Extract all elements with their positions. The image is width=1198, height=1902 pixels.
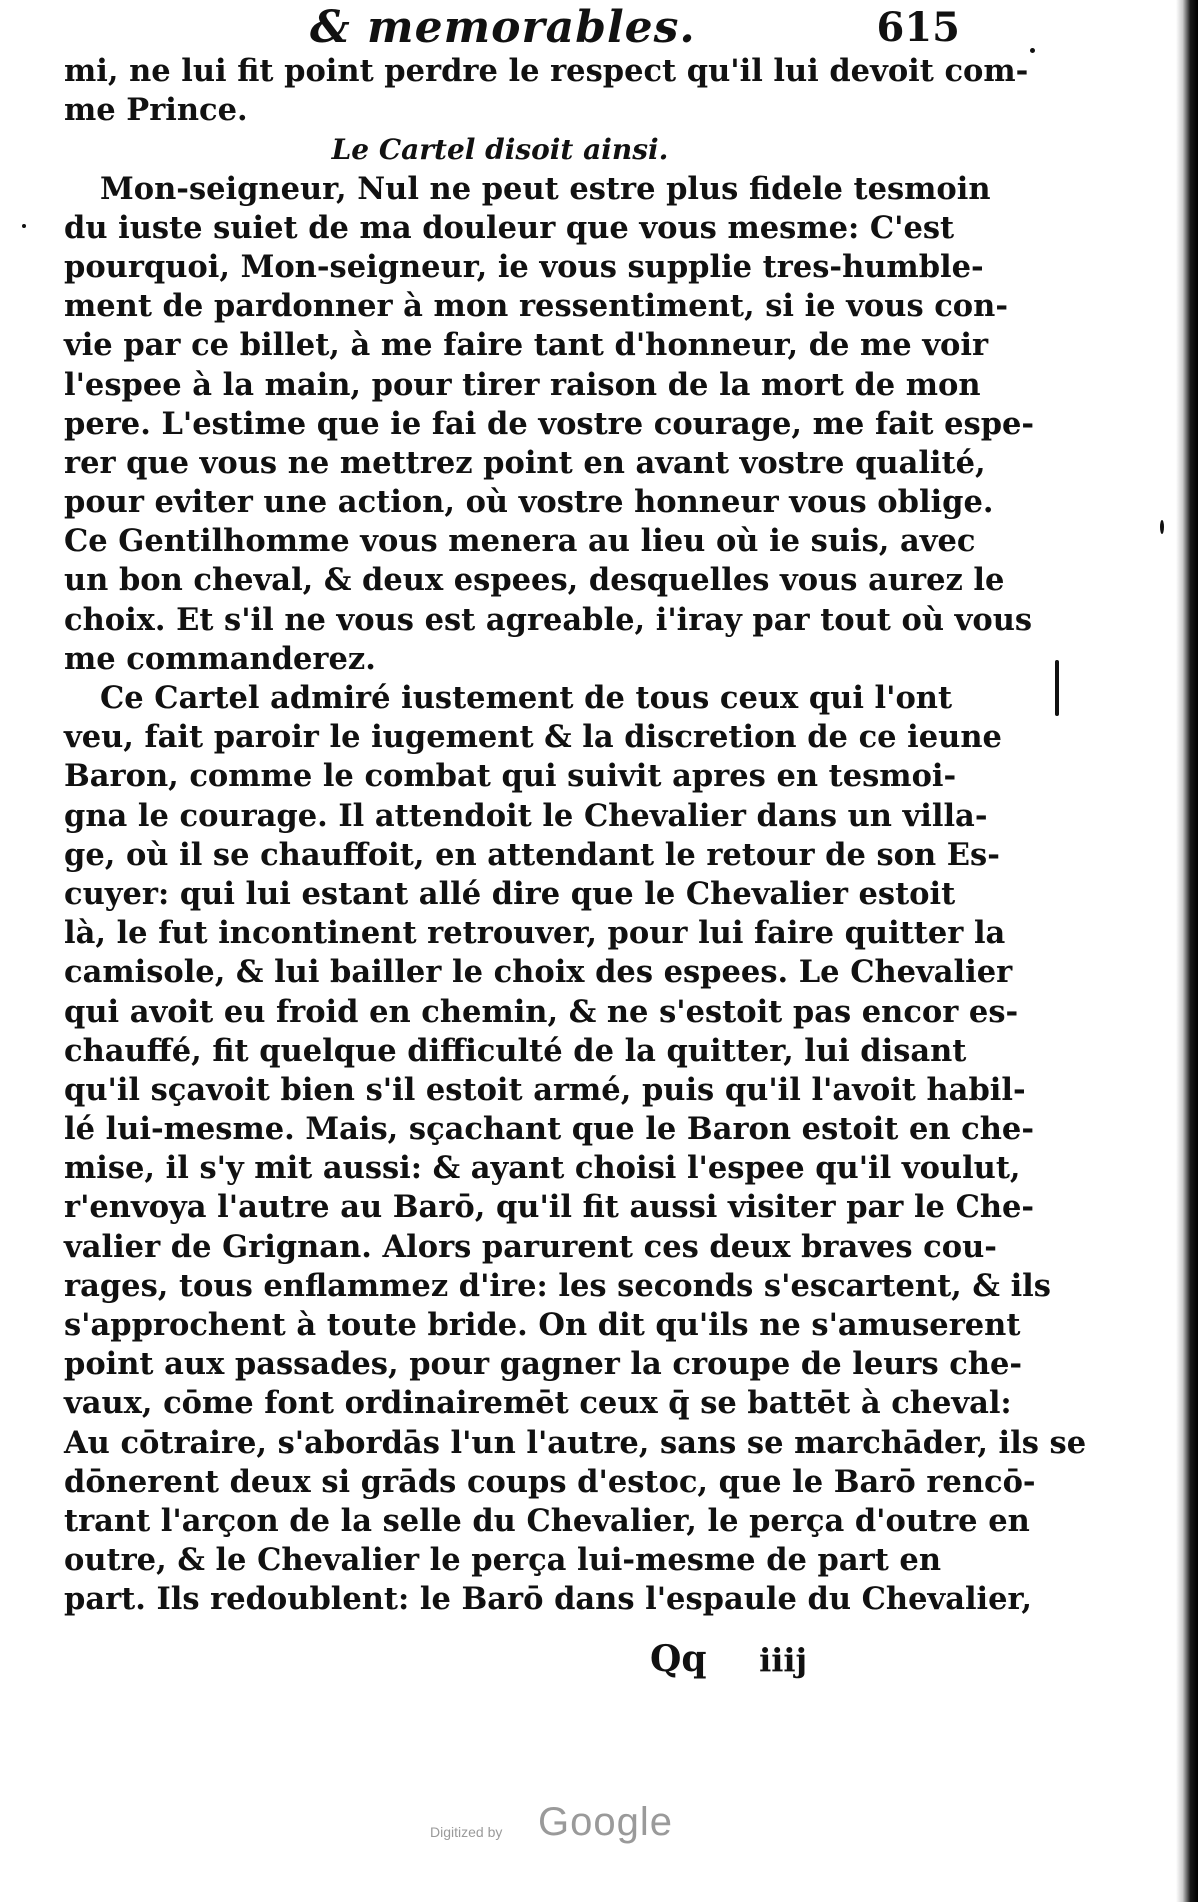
- ink-speck: [1030, 48, 1035, 53]
- text-line: chauffé, fit quelque difficulté de la quitter, lui disant: [64, 1032, 967, 1069]
- text-line: part. Ils redoublent: le Barō dans l'espaule du Chevalier,: [64, 1581, 1033, 1618]
- text-line: qui avoit eu froid en chemin, & ne s'estoit pas encor es-: [64, 993, 1019, 1030]
- signature-letters: Qq: [650, 1638, 707, 1680]
- signature-folio: iiij: [759, 1641, 808, 1679]
- text-line: ge, où il se chauffoit, en attendant le retour de son Es-: [64, 836, 1000, 873]
- text-line: cuyer: qui lui estant allé dire que le Chevalier estoit: [64, 875, 956, 912]
- signature-mark: [650, 1638, 807, 1680]
- text-line: pourquoi, Mon-seigneur, ie vous supplie tres-humble-: [64, 248, 984, 285]
- text-line: valier de Grignan. Alors parurent ces deux braves cou-: [64, 1228, 997, 1265]
- text-line: du iuste suiet de ma douleur que vous mesme: C'est: [64, 209, 955, 246]
- text-line: l'espee à la main, pour tirer raison de la mort de mon: [64, 366, 981, 403]
- text-line: pour eviter une action, où vostre honneur vous oblige.: [64, 484, 994, 521]
- text-line: trant l'arçon de la selle du Chevalier, le perça d'outre en: [64, 1502, 1030, 1539]
- text-line: Baron, comme le combat qui suivit apres en tesmoi-: [64, 758, 957, 795]
- text-line: lé lui-mesme. Mais, sçachant que le Baron estoit en che-: [64, 1111, 1034, 1148]
- text-line: un bon cheval, & deux espees, desquelles vous aurez le: [64, 562, 1005, 599]
- text-line: rages, tous enflammez d'ire: les seconds s'escartent, & ils: [64, 1267, 1051, 1304]
- text-line: veu, fait paroir le iugement & la discretion de ce ieune: [64, 719, 1002, 756]
- text-line: me commanderez.: [64, 640, 376, 677]
- text-line: r'envoya l'autre au Barō, qu'il fit aussi visiter par le Che-: [64, 1189, 1035, 1226]
- google-logo: Google: [538, 1800, 673, 1844]
- text-line: pere. L'estime que ie fai de vostre courage, me fait espe-: [64, 405, 1035, 442]
- ink-speck: [22, 224, 26, 228]
- section-heading: Le Cartel disoit ainsi.: [331, 133, 669, 167]
- text-line: vaux, cōme font ordinairemēt ceux q̄ se battēt à cheval:: [64, 1385, 1012, 1422]
- text-line: me Prince.: [64, 92, 248, 129]
- digitized-by-text: Digitized by: [430, 1824, 503, 1840]
- text-line: s'approchent à toute bride. On dit qu'ils ne s'amuserent: [64, 1307, 1021, 1343]
- text-line: point aux passades, pour gagner la croupe de leurs che-: [64, 1346, 1023, 1383]
- scan-page-edge: [1176, 0, 1198, 1902]
- text-line: là, le fut incontinent retrouver, pour lui faire quitter la: [64, 915, 1006, 952]
- running-head: & memorables.: [310, 2, 696, 53]
- text-line: choix. Et s'il ne vous est agreable, i'iray par tout où vous: [64, 601, 1033, 638]
- digitized-watermark: [430, 1800, 770, 1850]
- text-line: camisole, & lui bailler le choix des espees. Le Chevalier: [64, 954, 1013, 991]
- text-line: vie par ce billet, à me faire tant d'honneur, de me voir: [64, 327, 989, 364]
- page-number: 615: [876, 4, 960, 51]
- text-line: rer que vous ne mettrez point en avant vostre qualité,: [64, 444, 986, 481]
- text-line: gna le courage. Il attendoit le Chevalier dans un villa-: [64, 797, 988, 834]
- body-text: [64, 52, 1087, 1620]
- text-line: Ce Cartel admiré iustement de tous ceux qui l'ont: [100, 680, 953, 716]
- text-line: Au cōtraire, s'abordās l'un l'autre, sans se marchāder, ils se: [64, 1424, 1087, 1461]
- text-line: qu'il sçavoit bien s'il estoit armé, puis qu'il l'avoit habil-: [64, 1071, 1026, 1108]
- text-line: mi, ne lui fit point perdre le respect qu'il lui devoit com-: [64, 53, 1029, 89]
- text-line: mise, il s'y mit aussi: & ayant choisi l'espee qu'il voulut,: [64, 1150, 1021, 1187]
- ink-speck: [1160, 520, 1164, 534]
- text-line: Ce Gentilhomme vous menera au lieu où ie suis, avec: [64, 523, 976, 560]
- text-line: dōnerent deux si grāds coups d'estoc, que le Barō rencō-: [64, 1463, 1036, 1500]
- text-line: ment de pardonner à mon ressentiment, si ie vous con-: [64, 288, 1008, 325]
- ink-speck: [1055, 660, 1059, 716]
- text-line: outre, & le Chevalier le perça lui-mesme de part en: [64, 1542, 941, 1579]
- page-header: [310, 0, 960, 60]
- text-line: Mon-seigneur, Nul ne peut estre plus fidele tesmoin: [100, 170, 991, 207]
